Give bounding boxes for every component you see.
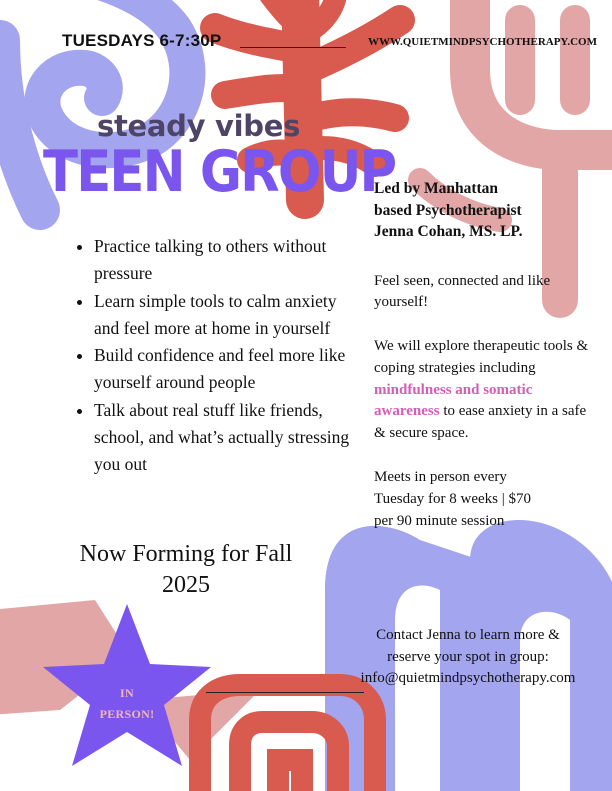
explore-text: [374, 336, 594, 445]
details-column: [374, 178, 594, 554]
website-link[interactable]: WWW.QUIETMINDPSYCHOTHERAPY.COM: [368, 36, 597, 48]
feel-seen-text: Feel seen, connected and like yourself!: [374, 272, 551, 311]
benefits-list: [74, 233, 364, 479]
led-by-line-2: based Psychotherapist: [374, 201, 522, 219]
mindfulness-highlight: mindfulness and somatic awareness: [374, 381, 533, 420]
list-item: • Talk about real stuff like friends, school, and what’s actually stressing you out: [94, 397, 364, 479]
forming-line-2: 2025: [162, 572, 210, 598]
star-label-line-2: PERSON!: [99, 707, 155, 721]
explore-text-after: to ease anxiety in a safe & secure space.: [374, 403, 587, 442]
led-by-line-1: Led by Manhattan: [374, 180, 499, 197]
tagline: steady vibes: [97, 109, 301, 143]
schedule-header: TUESDAYS 6-7:30P: [62, 31, 222, 50]
header-divider: [240, 47, 346, 48]
bottom-divider: [206, 692, 364, 693]
led-by-line-3: Jenna Cohan, MS. LP.: [374, 223, 523, 240]
list-item: • Practice talking to others without pressure: [94, 233, 364, 288]
list-item: • Build confidence and feel more like yourself around people: [94, 342, 364, 397]
contact-info: [336, 625, 600, 690]
page-title: TEEN GROUP: [43, 139, 396, 205]
contact-email[interactable]: info@quietmindpsychotherapy.com: [360, 670, 576, 686]
contact-line-1: Contact Jenna to learn more &: [376, 627, 560, 643]
now-forming-notice: [50, 539, 322, 601]
explore-text-before: We will explore therapeutic tools & coping strategies including: [374, 338, 589, 376]
forming-line-1: Now Forming for Fall: [79, 541, 293, 567]
meeting-details: Meets in person every Tuesday for 8 weeks | $70 per 90 minute session: [374, 469, 532, 529]
star-label-line-1: IN: [120, 686, 134, 700]
list-item: • Learn simple tools to calm anxiety and feel more at home in yourself: [94, 288, 364, 343]
contact-line-2: reserve your spot in group:: [387, 648, 549, 665]
in-person-label: [82, 683, 172, 725]
therapist-credit: [374, 178, 594, 243]
